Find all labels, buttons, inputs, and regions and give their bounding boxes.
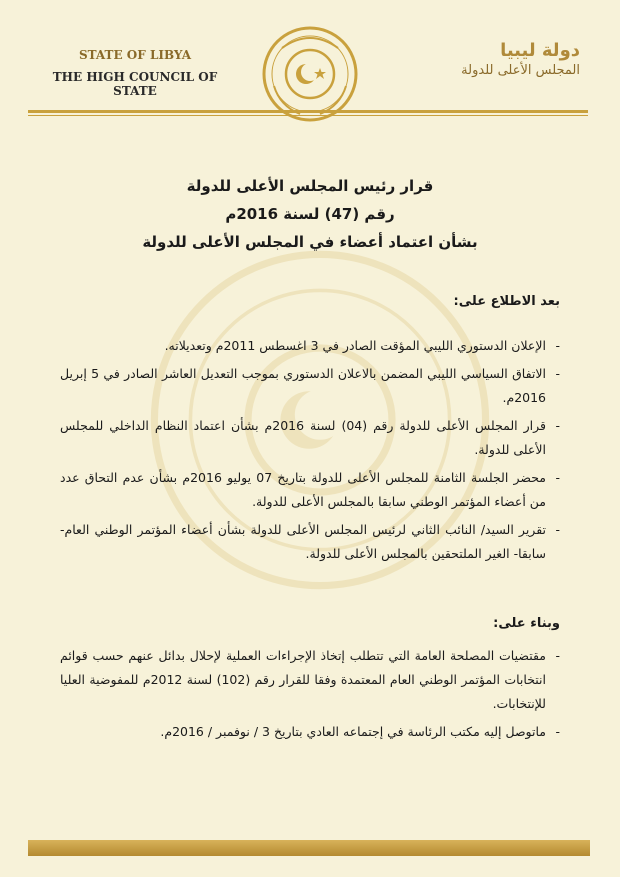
list-item: - الإعلان الدستوري الليبي المؤقت الصادر في 3 اغسطس 2011م وتعديلاته. bbox=[60, 334, 560, 358]
section-references bbox=[60, 290, 560, 570]
list-item: - تقرير السيد/ النائب الثاني لرئيس المجلس الأعلى للدولة بشأن أعضاء المؤتمر الوطني العام- سابقا- الغير الملتحقين بالمجلس الأعلى للدولة. bbox=[60, 518, 560, 566]
header-divider-thin bbox=[28, 115, 588, 116]
high-council-arabic-label: المجلس الأعلى للدولة bbox=[461, 63, 580, 78]
list-item: - قرار المجلس الأعلى للدولة رقم (04) لسنة 2016م بشأن اعتماد النظام الداخلي للمجلس الأعلى للدولة. bbox=[60, 414, 560, 462]
arabic-header bbox=[380, 40, 580, 78]
decree-title-line-1: قرار رئيس المجلس الأعلى للدولة bbox=[186, 177, 434, 195]
list-item: - ماتوصل إليه مكتب الرئاسة في إجتماعه العادي بتاريخ 3 / نوفمبر / 2016م. bbox=[60, 720, 560, 744]
section-basis bbox=[60, 612, 560, 748]
list-item: - مقتضيات المصلحة العامة التي تتطلب إتخاذ الإجراءات العملية لإحلال بدائل عنهم حسب قوائم انتخابات المؤتمر الوطني العام المعتمدة وفقا للقرار رقم (102) لسنة 2012م للمفوضية العليا للإنتخابات. bbox=[60, 644, 560, 716]
emblem-seal-icon bbox=[260, 24, 360, 124]
section-heading: بعد الاطلاع على: bbox=[453, 294, 560, 309]
decree-title-line-2: رقم (47) لسنة 2016م bbox=[225, 205, 395, 223]
state-of-libya-label: STATE OF LIBYA bbox=[78, 48, 192, 62]
list-item: - محضر الجلسة الثامنة للمجلس الأعلى للدولة بتاريخ 07 يوليو 2016م بشأن عدم التحاق عدد من أعضاء المؤتمر الوطني سابقا بالمجلس الأعلى للدولة. bbox=[60, 466, 560, 514]
list-item: - الاتفاق السياسي الليبي المضمن بالاعلان الدستوري بموجب التعديل العاشر الصادر في 5 إبريل 2016م. bbox=[60, 362, 560, 410]
section-heading: وبناء على: bbox=[493, 616, 560, 631]
decree-title-line-3: بشأن اعتماد أعضاء في المجلس الأعلى للدولة bbox=[142, 233, 478, 251]
header-divider bbox=[28, 110, 588, 113]
state-of-libya-arabic-label: دولة ليبيا bbox=[500, 40, 580, 61]
english-header bbox=[30, 48, 240, 98]
decree-title bbox=[90, 172, 530, 256]
footer-band bbox=[28, 840, 590, 856]
high-council-label: THE HIGH COUNCIL OF STATE bbox=[52, 70, 218, 98]
